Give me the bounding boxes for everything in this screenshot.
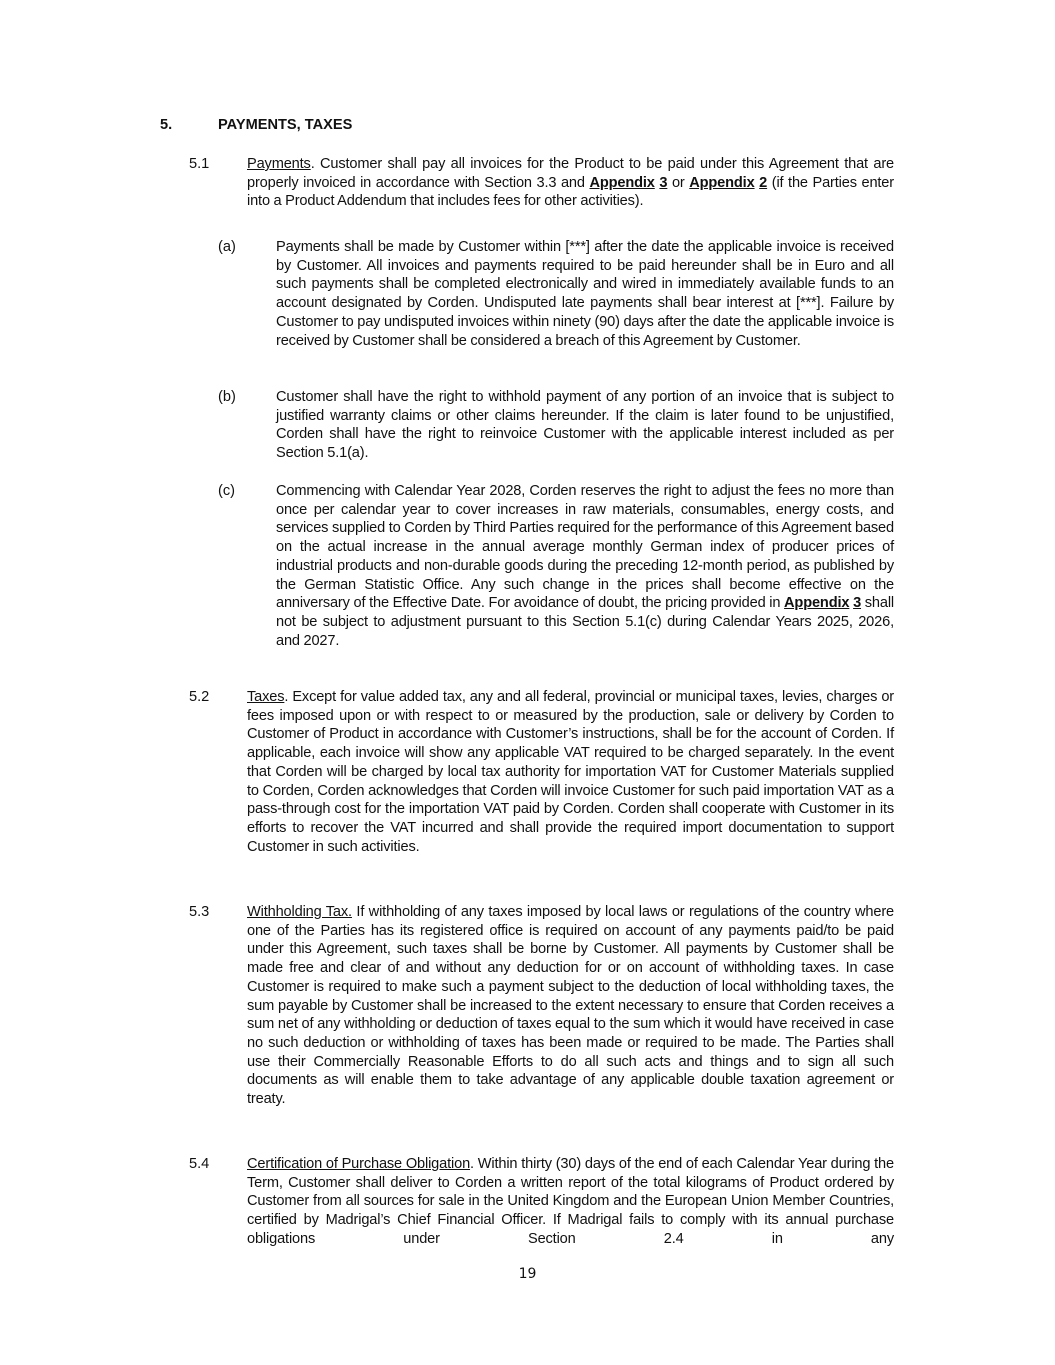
appendix-number: 2	[759, 174, 768, 191]
clause-5-4	[247, 1155, 894, 1249]
clause-heading: Certification of Purchase Obligation	[247, 1156, 471, 1172]
clause-heading: Payments	[247, 156, 311, 172]
clause-number: 5.4	[189, 1156, 210, 1172]
clause-heading: Taxes	[247, 689, 285, 705]
appendix-number: 3	[853, 595, 862, 612]
clause-text: Commencing with Calendar Year 2028, Corden reserves the right to adjust the fees no more than once per calendar year to cover increases in raw materials, consumables, energy costs, and services supplied to Corden by Third Parties required for the performance of this Agreement based on the actual increase in the annual average monthly German index of producer prices of industrial products and non-durable goods during the preceding 12-month period, as published by the German Statistic Office. Any such change in the prices shall become effective on the anniversary of the Effective Date. For avoidance of doubt, the pricing provided in	[276, 483, 894, 612]
clause-5-2	[247, 688, 894, 856]
appendix-number: 3	[659, 174, 668, 191]
clause-text: . Except for value added tax, any and all federal, provincial or municipal taxes, levies, charges or fees imposed upon or with respect to or measured by the production, sale or delivery by Corden to Customer of Product in accordance with Customer’s instructions, shall be for the account of Corden. If applicable, each invoice will show any applicable VAT required to be charged separately. In the event that Corden will be charged by local tax authority for importation VAT for Customer Materials supplied to Corden, Corden acknowledges that Corden will invoice Customer for such paid importation VAT as a pass-through cost for the importation VAT paid by Corden. Corden shall cooperate with Customer in its efforts to recover the VAT incurred and shall provide the required import documentation to support Customer in such activities.	[247, 689, 894, 855]
clause-5-1	[247, 155, 894, 211]
subclause-label: (b)	[218, 389, 236, 405]
clause-text: . Customer shall pay all invoices for the Product to be paid under this Agreement that are properly invoiced in accordance with Section 3.3 and	[247, 156, 894, 191]
subclause-b: Customer shall have the right to withhold payment of any portion of an invoice that is subject to justified warranty claims or other claims hereunder. If the claim is later found to be unjustified, Corden shall have the right to reinvoice Customer with the applicable interest included as per Section 5.1(a).	[276, 389, 894, 462]
clause-text: or	[667, 174, 690, 191]
clause-text: (if the Parties enter into a Product Addendum that includes fees for other activities).	[247, 174, 894, 210]
appendix-reference: Appendix	[689, 174, 755, 191]
appendix-reference: Appendix	[784, 595, 850, 612]
clause-number: 5.2	[189, 689, 210, 705]
clause-number: 5.3	[189, 904, 210, 920]
clause-5-3	[247, 903, 894, 1109]
subclause-label: (a)	[218, 239, 236, 255]
appendix-reference: Appendix	[589, 174, 655, 191]
clause-text: If withholding of any taxes imposed by local laws or regulations of the country where one of the Parties has its registered office is required on account of any payments paid/to be paid under this Agreement, such taxes shall be borne by Customer. All payments by Customer shall be made free and clear of and without any deduction for or on account of withholding taxes. In case Customer is required to make such a payment subject to the deduction of local withholding taxes, the sum payable by Customer shall be increased to the extent necessary to ensure that Corden receives a sum net of any withholding or deduction of taxes equal to the sum which it would have received in case no such deduction or withholding of taxes has been made or required to be made. The Parties shall use their Commercially Reasonable Efforts to do all such acts and things and to sign all such documents as will enable them to take advantage of any applicable double taxation agreement or treaty.	[247, 904, 895, 1108]
section-number: 5.	[160, 117, 173, 133]
section-title: PAYMENTS, TAXES	[218, 117, 353, 133]
clause-heading: Withholding Tax.	[247, 904, 352, 920]
subclause-label: (c)	[218, 483, 236, 499]
page-number: 19	[518, 1266, 537, 1282]
subclause-c	[276, 482, 894, 650]
clause-text: . Within thirty (30) days of the end of each Calendar Year during the Term, Customer shall deliver to Corden a written report of the total kilograms of Product ordered by Customer from all sources for sale in the United Kingdom and the European Union Member Countries, certified by Madrigal’s Chief Financial Officer. If Madrigal fails to comply with its annual purchase obligations under Section 2.4 in any	[247, 1156, 894, 1247]
clause-number: 5.1	[189, 156, 210, 172]
subclause-a: Payments shall be made by Customer within [***] after the date the applicable invoice is received by Customer. All invoices and payments required to be paid hereunder shall be in Euro and all such payments shall be completed electronically and wired in immediately available funds to an account designated by Corden. Undisputed late payments shall bear interest at [***]. Failure by Customer to pay undisputed invoices within ninety (90) days after the date the applicable invoice is received by Customer shall be considered a breach of this Agreement by Customer.	[276, 239, 894, 349]
clause-text: shall not be subject to adjustment pursuant to this Section 5.1(c) during Calendar Years 2025, 2026, and 2027.	[276, 595, 895, 649]
